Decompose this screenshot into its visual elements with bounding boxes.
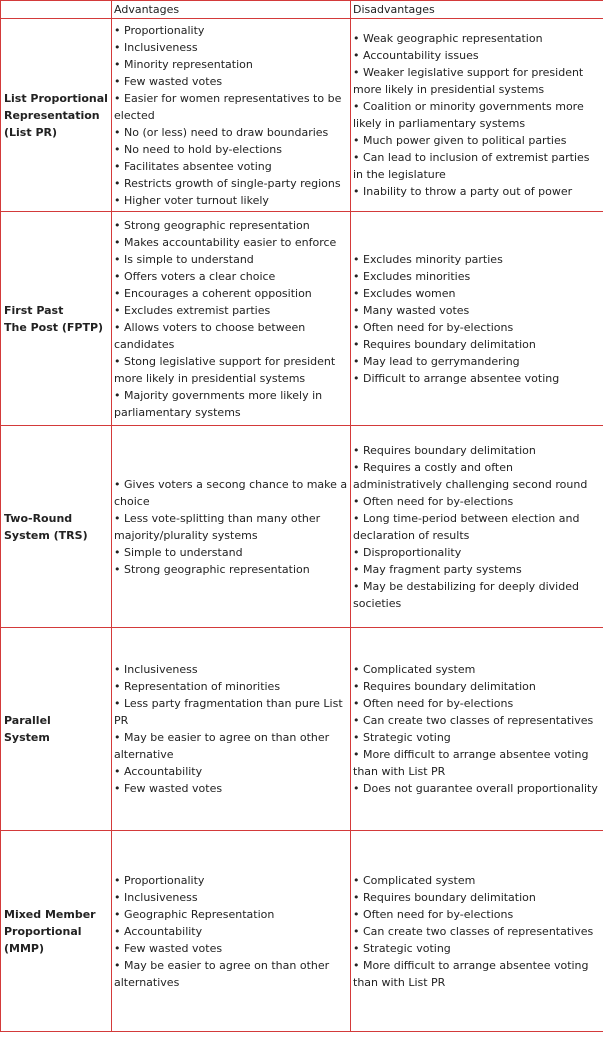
system-row-fptp <box>1 212 603 426</box>
bullet: • <box>114 40 121 54</box>
list-item: • Can create two classes of representatives <box>353 714 594 727</box>
bullet: • <box>353 697 360 710</box>
system-name-trs <box>1 426 112 628</box>
list-item: • Excludes women <box>353 286 456 300</box>
system-name-line: (MMP) <box>4 941 45 955</box>
bullet: • <box>114 142 121 156</box>
disadvantages-cell-trs <box>351 426 603 628</box>
disadvantages-cell-mmp <box>351 831 603 1032</box>
bullet: • <box>353 100 360 113</box>
bullet: • <box>114 680 121 693</box>
bullet: • <box>114 663 121 676</box>
bullet: • <box>353 714 360 727</box>
list-item: • Minority representation <box>114 57 253 71</box>
list-item: • Weaker legislative support for president more likely in presidential systems <box>353 66 584 96</box>
system-row-list-pr <box>1 19 603 212</box>
list-item: • Can lead to inclusion of extremist parties in the legislature <box>353 151 590 181</box>
list-item: • Easier for women representatives to be elected <box>114 91 342 122</box>
bullet: • <box>353 460 360 474</box>
list-item: • Excludes minorities <box>353 269 471 283</box>
list-item: • More difficult to arrange absentee voting than with List PR <box>353 748 589 778</box>
list-item: • Less party fragmentation than pure List PR <box>114 697 343 727</box>
bullet: • <box>114 218 121 232</box>
bullet: • <box>353 731 360 744</box>
list-item: • Complicated system <box>353 873 476 887</box>
bullet: • <box>353 748 360 761</box>
bullet: • <box>353 286 360 300</box>
list-item: • May fragment party systems <box>353 562 522 576</box>
bullet: • <box>114 511 121 525</box>
system-name-line: First Past <box>4 303 64 317</box>
list-item: • Less vote-splitting than many other majority/plurality systems <box>114 511 321 542</box>
disadvantages-list <box>353 872 601 991</box>
system-name-line: Two-Round <box>4 511 73 525</box>
advantages-cell-mmp <box>112 831 351 1032</box>
list-item: • Geographic Representation <box>114 907 275 921</box>
advantages-list <box>114 217 348 421</box>
disadvantages-list <box>353 30 601 200</box>
system-name-line: Representation <box>4 108 100 122</box>
system-name-line: System (TRS) <box>4 528 88 542</box>
bullet: • <box>114 941 121 955</box>
list-item: • No (or less) need to draw boundaries <box>114 125 329 139</box>
bullet: • <box>353 49 360 62</box>
bullet: • <box>353 680 360 693</box>
bullet: • <box>114 354 121 368</box>
bullet: • <box>114 320 121 334</box>
list-item: • Much power given to political parties <box>353 134 567 147</box>
system-name-line: The Post (FPTP) <box>4 320 104 334</box>
list-item: • Allows voters to choose between candidates <box>114 320 306 351</box>
advantages-list <box>114 476 348 578</box>
bullet: • <box>353 511 360 525</box>
list-item: • Encourages a coherent opposition <box>114 286 312 300</box>
list-item: • Inability to throw a party out of power <box>353 185 573 198</box>
list-item: • Strategic voting <box>353 731 451 744</box>
bullet: • <box>114 388 121 402</box>
bullet: • <box>114 286 121 300</box>
disadvantages-cell-list-pr <box>351 19 603 212</box>
list-item: • Can create two classes of representatives <box>353 924 594 938</box>
system-name-mmp <box>1 831 112 1032</box>
list-item: • Complicated system <box>353 663 476 676</box>
list-item: • Requires boundary delimitation <box>353 337 536 351</box>
advantages-cell-fptp <box>112 212 351 426</box>
list-item: • No need to hold by-elections <box>114 142 282 156</box>
list-item: • Excludes minority parties <box>353 252 503 266</box>
bullet: • <box>353 269 360 283</box>
list-item: • Higher voter turnout likely <box>114 193 269 207</box>
bullet: • <box>114 269 121 283</box>
bullet: • <box>114 697 121 710</box>
disadvantages-list <box>353 661 601 797</box>
bullet: • <box>353 545 360 559</box>
bullet: • <box>353 151 360 164</box>
list-item: • Often need for by-elections <box>353 494 514 508</box>
bullet: • <box>114 765 121 778</box>
list-item: • Proportionality <box>114 23 205 37</box>
list-item: • Offers voters a clear choice <box>114 269 276 283</box>
system-name-list-pr <box>1 19 112 212</box>
list-item: • Many wasted votes <box>353 303 470 317</box>
list-item: • Difficult to arrange absentee voting <box>353 371 560 385</box>
bullet: • <box>353 907 360 921</box>
bullet: • <box>353 66 360 79</box>
list-item: • Accountability <box>114 924 203 938</box>
bullet: • <box>114 252 121 266</box>
list-item: • Accountability issues <box>353 49 479 62</box>
list-item: • May lead to gerrymandering <box>353 354 520 368</box>
list-item: • Facilitates absentee voting <box>114 159 272 173</box>
list-item: • Inclusiveness <box>114 663 198 676</box>
bullet: • <box>114 176 121 190</box>
list-item: • Inclusiveness <box>114 40 198 54</box>
bullet: • <box>353 185 360 198</box>
list-item: • Strong geographic representation <box>114 562 310 576</box>
bullet: • <box>114 23 121 37</box>
list-item: • Restricts growth of single-party regions <box>114 176 341 190</box>
advantages-cell-list-pr <box>112 19 351 212</box>
advantages-header: Advantages <box>112 1 351 19</box>
list-item: • Inclusiveness <box>114 890 198 904</box>
bullet: • <box>114 731 121 744</box>
bullet: • <box>353 562 360 576</box>
list-item: • Few wasted votes <box>114 941 223 955</box>
list-item: • Proportionality <box>114 873 205 887</box>
bullet: • <box>114 907 121 921</box>
corner-header-cell <box>1 1 112 19</box>
bullet: • <box>353 32 360 45</box>
list-item: • Strategic voting <box>353 941 451 955</box>
bullet: • <box>353 663 360 676</box>
list-item: • Weak geographic representation <box>353 32 543 45</box>
list-item: • Few wasted votes <box>114 782 223 795</box>
bullet: • <box>114 958 121 972</box>
advantages-cell-trs <box>112 426 351 628</box>
list-item: • Makes accountability easier to enforce <box>114 235 337 249</box>
bullet: • <box>114 159 121 173</box>
bullet: • <box>353 782 360 795</box>
advantages-list <box>114 872 348 991</box>
list-item: • Does not guarantee overall proportionality <box>353 782 598 795</box>
bullet: • <box>353 303 360 317</box>
disadvantages-cell-fptp <box>351 212 603 426</box>
list-item: • Often need for by-elections <box>353 907 514 921</box>
list-item: • Requires a costly and often administratively challenging second round <box>353 460 588 491</box>
header-row <box>1 1 603 19</box>
bullet: • <box>114 562 121 576</box>
list-item: • Requires boundary delimitation <box>353 443 536 457</box>
list-item: • May be easier to agree on than other alternative <box>114 731 330 761</box>
bullet: • <box>353 579 360 593</box>
list-item: • Disproportionality <box>353 545 462 559</box>
bullet: • <box>114 235 121 249</box>
bullet: • <box>353 924 360 938</box>
list-item: • Coalition or minority governments more likely in parliamentary systems <box>353 100 584 130</box>
list-item: • Gives voters a secong chance to make a choice <box>114 477 348 508</box>
list-item: • Requires boundary delimitation <box>353 680 536 693</box>
list-item: • Representation of minorities <box>114 680 281 693</box>
system-name-line: Parallel <box>4 714 51 727</box>
bullet: • <box>114 193 121 207</box>
list-item: • May be easier to agree on than other alternatives <box>114 958 330 989</box>
list-item: • Stong legislative support for president more likely in presidential systems <box>114 354 336 385</box>
list-item: • Strong geographic representation <box>114 218 310 232</box>
bullet: • <box>353 337 360 351</box>
system-name-fptp <box>1 212 112 426</box>
bullet: • <box>353 320 360 334</box>
bullet: • <box>353 354 360 368</box>
bullet: • <box>353 134 360 147</box>
list-item: • Excludes extremist parties <box>114 303 271 317</box>
list-item: • Often need for by-elections <box>353 697 514 710</box>
list-item: • Few wasted votes <box>114 74 223 88</box>
bullet: • <box>114 890 121 904</box>
bullet: • <box>353 371 360 385</box>
bullet: • <box>114 873 121 887</box>
bullet: • <box>353 494 360 508</box>
bullet: • <box>353 252 360 266</box>
disadvantages-list <box>353 251 601 387</box>
list-item: • Often need for by-elections <box>353 320 514 334</box>
bullet: • <box>114 74 121 88</box>
system-name-line: Mixed Member <box>4 907 96 921</box>
list-item: • Simple to understand <box>114 545 243 559</box>
disadvantages-header: Disadvantages <box>351 1 603 19</box>
system-name-line: (List PR) <box>4 125 58 139</box>
bullet: • <box>114 545 121 559</box>
bullet: • <box>114 91 121 105</box>
list-item: • Long time-period between election and declaration of results <box>353 511 580 542</box>
bullet: • <box>353 941 360 955</box>
bullet: • <box>114 303 121 317</box>
system-row-mmp <box>1 831 603 1032</box>
system-name-parallel <box>1 628 112 831</box>
bullet: • <box>353 443 360 457</box>
disadvantages-list <box>353 442 601 612</box>
system-row-trs <box>1 426 603 628</box>
bullet: • <box>114 57 121 71</box>
system-name-line: List Proportional <box>4 91 108 105</box>
advantages-list <box>114 661 348 797</box>
bullet: • <box>353 890 360 904</box>
system-name-line: System <box>4 731 50 744</box>
list-item: • Majority governments more likely in parliamentary systems <box>114 388 323 419</box>
list-item: • Is simple to understand <box>114 252 254 266</box>
bullet: • <box>353 958 360 972</box>
disadvantages-cell-parallel <box>351 628 603 831</box>
list-item: • Accountability <box>114 765 203 778</box>
system-name-line: Proportional <box>4 924 82 938</box>
list-item: • May be destabilizing for deeply divided societies <box>353 579 579 610</box>
advantages-cell-parallel <box>112 628 351 831</box>
bullet: • <box>353 873 360 887</box>
bullet: • <box>114 477 121 491</box>
list-item: • Requires boundary delimitation <box>353 890 536 904</box>
system-row-parallel <box>1 628 603 831</box>
bullet: • <box>114 125 121 139</box>
list-item: • More difficult to arrange absentee voting than with List PR <box>353 958 589 989</box>
bullet: • <box>114 924 121 938</box>
advantages-list <box>114 22 348 209</box>
bullet: • <box>114 782 121 795</box>
